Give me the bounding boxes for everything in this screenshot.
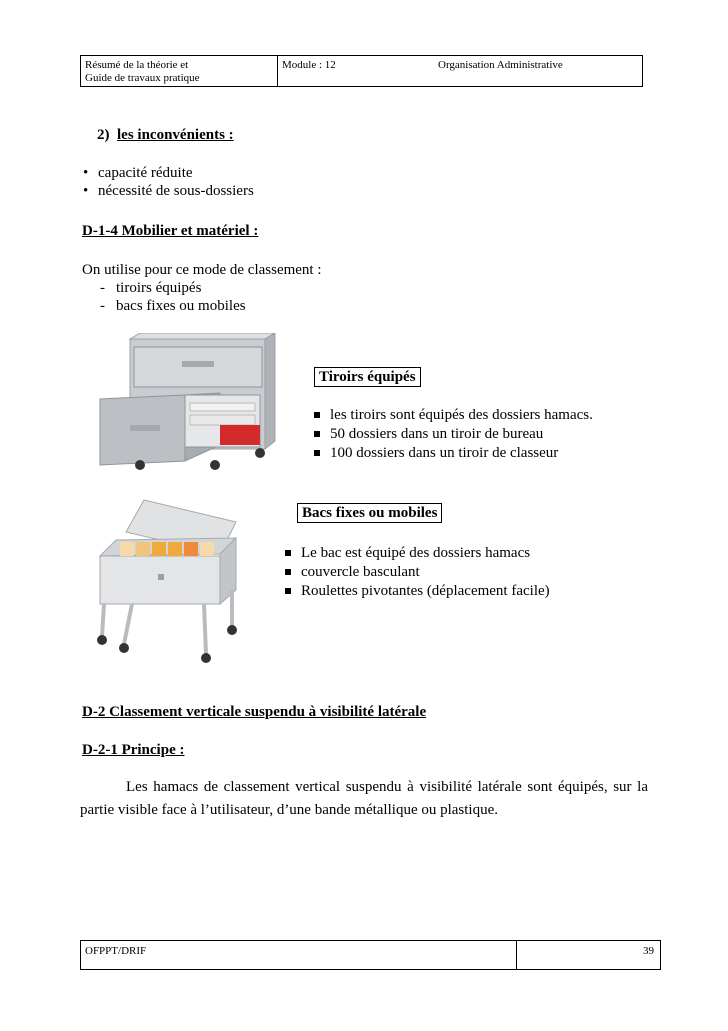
mobilier-list xyxy=(100,279,246,315)
page-footer xyxy=(80,940,661,970)
list-item: couvercle basculant xyxy=(283,563,550,582)
principe-paragraph xyxy=(80,776,648,822)
header-right-cell xyxy=(278,56,642,86)
d2-heading: D-2 Classement verticale suspendu à visibilité latérale xyxy=(82,704,427,720)
bacs-list xyxy=(283,544,550,601)
tiroirs-title: Tiroirs équipés xyxy=(314,367,421,387)
header-left-cell xyxy=(81,56,278,86)
list-item: 50 dossiers dans un tiroir de bureau xyxy=(312,425,593,444)
list-item: Le bac est équipé des dossiers hamacs xyxy=(283,544,550,563)
footer-left: OFPPT/DRIF xyxy=(81,941,517,969)
mobilier-intro: On utilise pour ce mode de classement : xyxy=(82,262,322,278)
list-item: les tiroirs sont équipés des dossiers hamacs. xyxy=(312,406,593,425)
list-item: • nécessité de sous-dossiers xyxy=(82,182,254,200)
mobilier-heading: D-1-4 Mobilier et matériel : xyxy=(82,223,259,239)
header-left-line2: Guide de travaux pratique xyxy=(85,72,200,84)
list-item: 100 dossiers dans un tiroir de classeur xyxy=(312,444,593,463)
list-item: Roulettes pivotantes (déplacement facile) xyxy=(283,582,550,601)
header-module: Module : 12 xyxy=(282,59,336,71)
bacs-title: Bacs fixes ou mobiles xyxy=(297,503,442,523)
bacs-title-box xyxy=(297,504,442,522)
d21-heading: D-2-1 Principe : xyxy=(82,742,185,758)
inconvenients-heading xyxy=(97,126,234,144)
tiroirs-list xyxy=(312,406,593,463)
inconvenients-title: les inconvénients : xyxy=(117,127,234,143)
tiroirs-title-box xyxy=(314,368,421,386)
file-cart-image xyxy=(86,498,246,671)
page-number: 39 xyxy=(643,945,654,957)
header-left-line1: Résumé de la théorie et xyxy=(85,59,189,71)
inconvenients-number: 2) xyxy=(97,127,110,143)
list-item: • capacité réduite xyxy=(82,164,254,182)
header-title: Organisation Administrative xyxy=(438,59,563,71)
drawer-cabinet-image xyxy=(90,333,280,478)
inconvenients-list xyxy=(82,164,254,200)
page-header xyxy=(80,55,643,87)
list-item: - tiroirs équipés xyxy=(100,279,246,297)
principe-text: Les hamacs de classement vertical suspendu à visibilité latérale sont équipés, sur la partie visible face à l’utilisateur, d’une bande métallique ou plastique. xyxy=(80,779,648,818)
list-item: - bacs fixes ou mobiles xyxy=(100,297,246,315)
